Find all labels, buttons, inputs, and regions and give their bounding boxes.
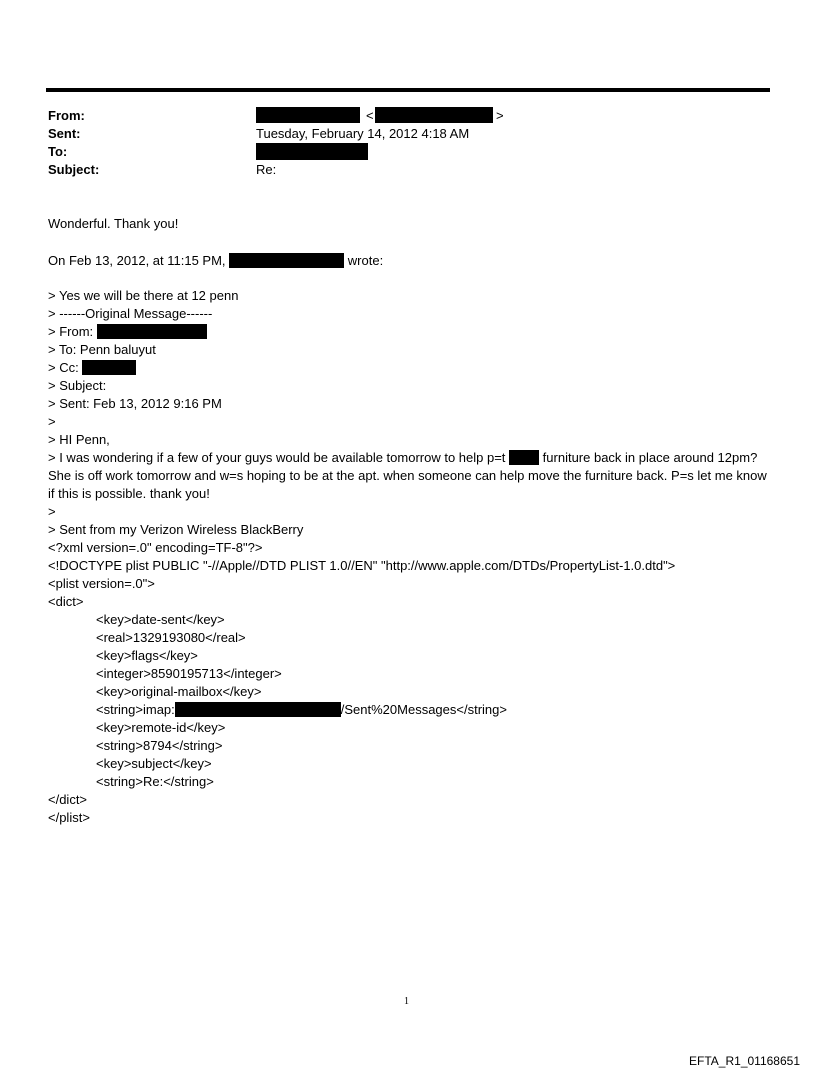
plist-entry: <string>Re:</string> (96, 774, 214, 789)
quote-line: > Sent: Feb 13, 2012 9:16 PM (48, 396, 222, 411)
plist-entry: <key>flags</key> (96, 648, 198, 663)
quote-paragraph-start: > I was wondering if a few of your guys would be available tomorrow to help p=t (48, 450, 506, 465)
plist-line: </dict> (48, 792, 88, 807)
plist-entry: <key>subject</key> (96, 756, 212, 771)
plist-entry: <real>1329193080</real> (96, 630, 246, 645)
quote-paragraph (48, 449, 772, 503)
plist-mailbox-start: <string>imap: (96, 702, 175, 717)
subject-value: Re: (256, 162, 277, 177)
quote-paragraph-end: furniture back in place around 12pm? She is off work tomorrow and w=s hoping to be at the apt. when someone can help move the furniture back. P=s let me know if this is possible. thank you! (48, 450, 767, 501)
from-open-bracket: < (366, 108, 374, 123)
from-label: From: (48, 108, 85, 123)
quote-line: > (48, 414, 56, 429)
header-rule (46, 88, 770, 92)
plist-mailbox-entry (96, 701, 507, 719)
quote-line: > Yes we will be there at 12 penn (48, 288, 239, 303)
quote-line: > To: Penn baluyut (48, 342, 156, 357)
plist-mailbox-end: /Sent%20Messages</string> (340, 702, 507, 717)
plist-line: <!DOCTYPE plist PUBLIC "-//Apple//DTD PLIST 1.0//EN" "http://www.apple.com/DTDs/PropertyList-1.0.dtd"> (48, 558, 676, 573)
quote-line: > HI Penn, (48, 432, 110, 447)
quote-from-line (48, 323, 207, 341)
sent-value: Tuesday, February 14, 2012 4:18 AM (256, 126, 470, 141)
on-prefix: On Feb 13, 2012, at 11:15 PM, (48, 253, 226, 268)
quote-signature: > Sent from my Verizon Wireless BlackBerry (48, 522, 304, 537)
plist-entry: <key>original-mailbox</key> (96, 684, 262, 699)
on-suffix: wrote: (347, 253, 384, 268)
quote-line: > Subject: (48, 378, 107, 393)
quote-cc-label: > Cc: (48, 360, 79, 375)
from-name-redaction (256, 107, 360, 123)
plist-entry: <string>8794</string> (96, 738, 223, 753)
sent-label: Sent: (48, 126, 81, 141)
subject-label: Subject: (48, 162, 100, 177)
quote-cc-line (48, 359, 136, 377)
quote-line: > (48, 504, 56, 519)
plist-line: <?xml version=.0" encoding=TF-8"?> (48, 540, 263, 555)
quote-paragraph-redaction (509, 450, 539, 465)
plist-line: </plist> (48, 810, 90, 825)
quote-line: > ------Original Message------ (48, 306, 213, 321)
sender-redaction (229, 253, 344, 268)
document-id: EFTA_R1_01168651 (689, 1054, 800, 1068)
plist-line: <dict> (48, 594, 84, 609)
plist-line: <plist version=.0"> (48, 576, 155, 591)
reply-text: Wonderful. Thank you! (48, 216, 179, 231)
plist-entry: <integer>8590195713</integer> (96, 666, 282, 681)
plist-entry: <key>remote-id</key> (96, 720, 226, 735)
plist-mailbox-redaction (175, 702, 341, 717)
from-close-bracket: > (496, 108, 504, 123)
to-label: To: (48, 144, 68, 159)
page-number: 1 (404, 996, 409, 1007)
quote-from-label: > From: (48, 324, 94, 339)
to-redaction (256, 143, 368, 160)
plist-entry: <key>date-sent</key> (96, 612, 225, 627)
quote-cc-redaction (82, 360, 136, 375)
from-email-redaction (375, 107, 493, 123)
on-date-line (48, 252, 383, 270)
quote-from-redaction (97, 324, 207, 339)
